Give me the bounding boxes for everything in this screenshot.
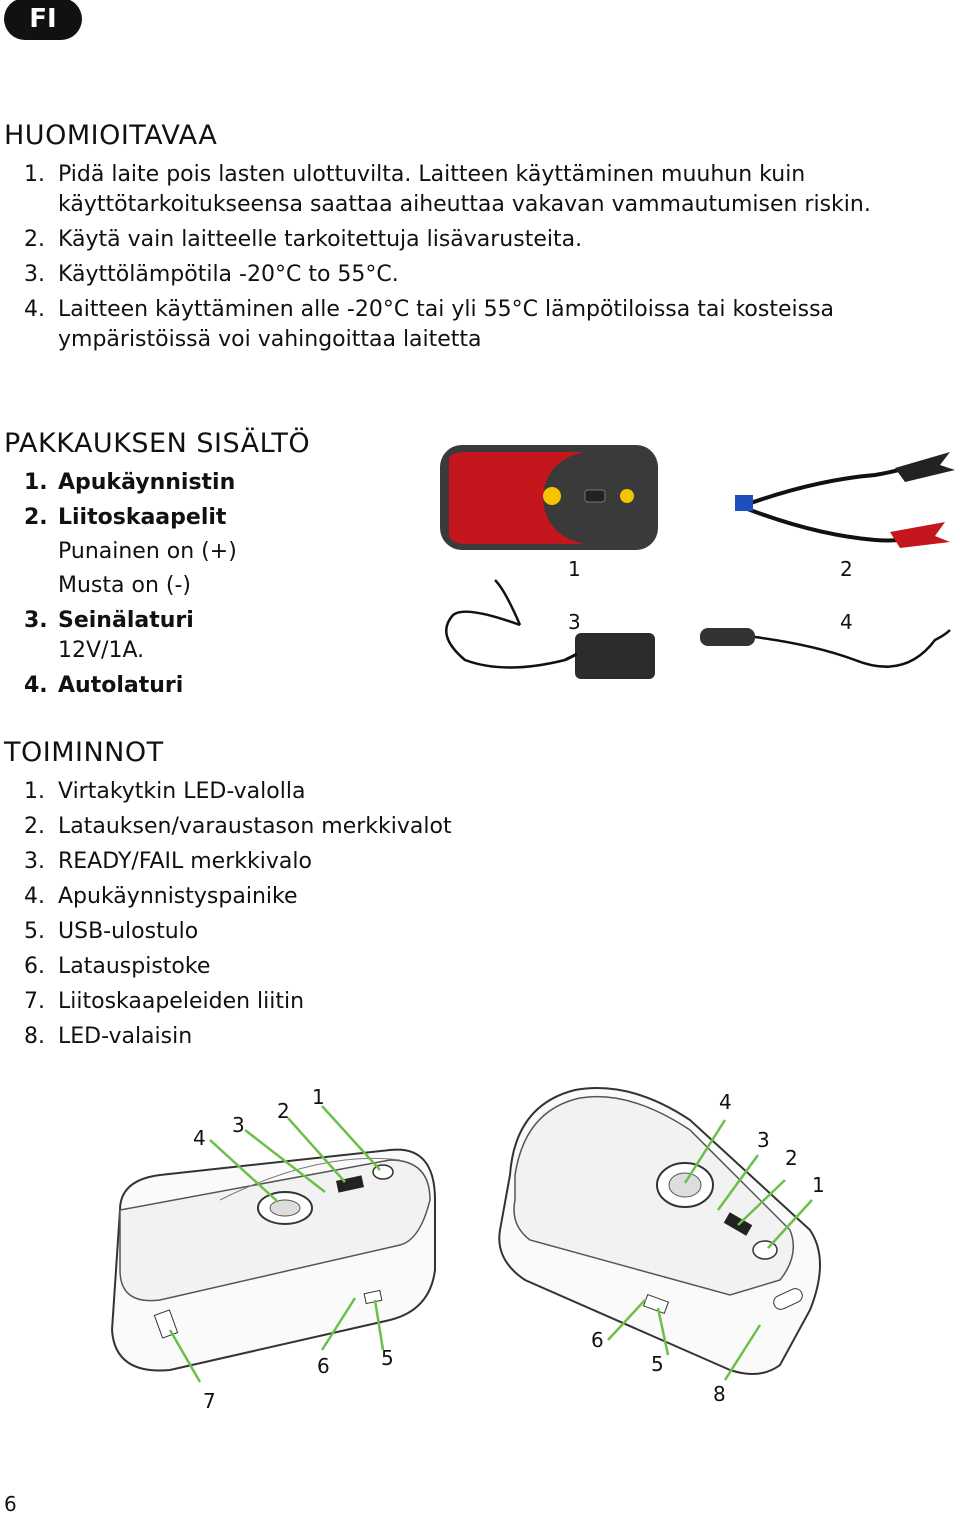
heading-toiminnot: TOIMINNOT [4,737,164,768]
diagram-label-7: 7 [203,1389,216,1413]
list-item: 6. Latauspistoke [24,954,211,979]
language-badge: FI [4,0,82,40]
heading-huomioitavaa: HUOMIOITAVAA [4,120,218,151]
jump-starter-image [440,445,658,550]
pakkaus-list [24,468,424,706]
list-item: 7. Liitoskaapeleiden liitin [24,989,305,1014]
huomioitavaa-list [24,160,949,360]
diagram-label-1: 1 [812,1173,825,1197]
package-contents-figure [435,440,955,690]
diagram-label-2: 2 [277,1099,290,1123]
figure-label-2: 2 [840,557,853,581]
diagram-label-3: 3 [232,1113,245,1137]
heading-pakkaus: PAKKAUKSEN SISÄLTÖ [4,428,311,459]
toiminnot-list [24,777,624,1057]
diagram-label-8: 8 [713,1382,726,1406]
diagram-label-4: 4 [719,1090,732,1114]
list-item: 4. Autolaturi [24,673,184,698]
list-item: 1. Virtakytkin LED-valolla [24,779,306,804]
diagram-label-5: 5 [381,1346,394,1370]
figure-label-3: 3 [568,610,581,634]
diagram-label-6: 6 [591,1328,604,1352]
list-item: 1. Pidä laite pois lasten ulottuvilta. Laitteen käyttäminen muuhun kuin käyttötarkoitukseensa saattaa aiheuttaa vakavan vammautumisen riskin. [24,162,871,217]
wall-charger-image [446,580,655,679]
list-item: 4. Apukäynnistyspainike [24,884,298,909]
page-number: 6 [4,1492,17,1516]
diagram-label-5: 5 [651,1352,664,1376]
list-item: 4. Laitteen käyttäminen alle -20°C tai yli 55°C lämpötiloissa tai kosteissa ympäristöissä voi vahingoittaa laitetta [24,297,835,352]
list-item: 2. Latauksen/varaustason merkkivalot [24,814,452,839]
list-item: 2. Liitoskaapelit Punainen on (+) Musta on (-) [24,505,237,598]
jumper-cables-image [735,452,955,548]
list-item: 2. Käytä vain laitteelle tarkoitettuja lisävarusteita. [24,227,583,252]
list-item: 8. LED-valaisin [24,1024,193,1049]
list-item: 3. READY/FAIL merkkivalo [24,849,312,874]
device-diagram-right [490,1080,840,1390]
diagram-label-2: 2 [785,1146,798,1170]
list-item: 5. USB-ulostulo [24,919,199,944]
diagram-label-6: 6 [317,1354,330,1378]
diagram-label-1: 1 [312,1085,325,1109]
figure-label-1: 1 [568,557,581,581]
figure-label-4: 4 [840,610,853,634]
list-item: 3. Seinälaturi 12V/1A. [24,608,194,663]
list-item: 1. Apukäynnistin [24,470,236,495]
diagram-label-4: 4 [193,1126,206,1150]
car-charger-image [700,628,950,667]
device-diagram-left [100,1120,450,1400]
diagram-label-3: 3 [757,1128,770,1152]
list-item: 3. Käyttölämpötila -20°C to 55°C. [24,262,399,287]
